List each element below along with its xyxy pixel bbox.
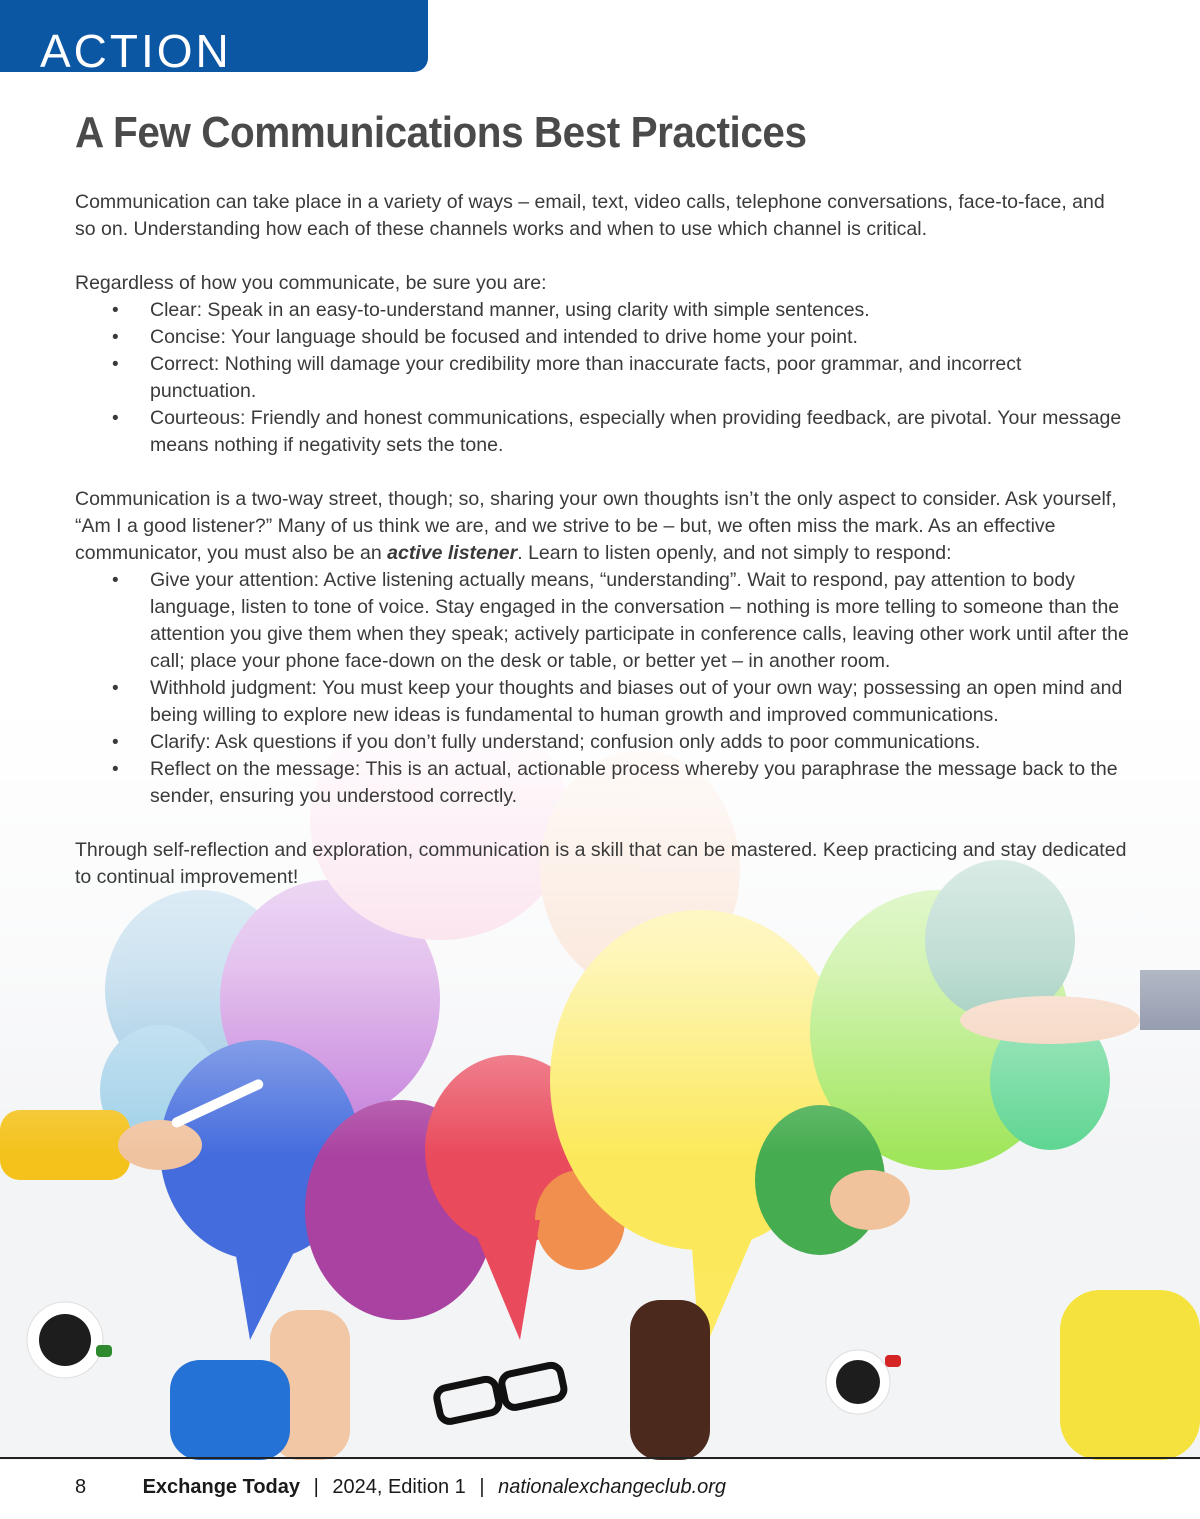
page-number: 8: [75, 1476, 87, 1498]
list-item: • Clarify: Ask questions if you don’t fully understand; confusion only adds to poor communications.: [150, 729, 1130, 756]
section-tab: [0, 0, 428, 77]
website-link[interactable]: nationalexchangeclub.org: [498, 1476, 727, 1498]
list-item: • Give your attention: Active listening actually means, “understanding”. Wait to respond, pay attention to body language, listen to tone of voice. Stay engaged in the conversation – nothing is more telling to someone than the attention you give them when they speak; actively participate in conference calls, leaving other work until after the call; place your phone face-down on the desk or table, or better yet – in another room.: [150, 567, 1130, 675]
listening-lead-text: Communication is a two-way street, though; so, sharing your own thoughts isn’t the only aspect to consider. Ask yourself, “Am I a good listener?” Many of us think we are, and we strive to be – but, we often miss the mark. As an effective communicator, you must also be an: [75, 488, 1117, 564]
closing-paragraph: Through self-reflection and exploration, communication is a skill that can be mastered. Keep practicing and stay dedicated to continual improvement!: [75, 839, 1127, 888]
list-item: • Reflect on the message: This is an actual, actionable process whereby you paraphrase the message back to the sender, ensuring you understood correctly.: [150, 756, 1130, 810]
edition-text: 2024, Edition 1: [332, 1476, 466, 1498]
page-title: A Few Communications Best Practices: [75, 108, 807, 157]
list-item: • Courteous: Friendly and honest communications, especially when providing feedback, are pivotal. Your message means nothing if negativity sets the tone.: [150, 405, 1130, 459]
footer-separator: |: [479, 1476, 485, 1498]
list-item: • Correct: Nothing will damage your credibility more than inaccurate facts, poor grammar, and incorrect punctuation.: [150, 351, 1130, 405]
listening-list: [75, 567, 1130, 810]
article-body: [75, 189, 1130, 891]
qualities-list: [75, 297, 1130, 459]
list-item: • Concise: Your language should be focused and intended to drive home your point.: [150, 324, 1130, 351]
list-item: • Clear: Speak in an easy-to-understand manner, using clarity with simple sentences.: [150, 297, 1130, 324]
section-label: ACTION: [40, 25, 232, 77]
qualities-lead: Regardless of how you communicate, be sure you are:: [75, 272, 547, 294]
page-footer: [75, 1476, 726, 1499]
active-listener-emphasis: active listener: [387, 542, 518, 564]
footer-separator: |: [313, 1476, 319, 1498]
listening-paragraph: [75, 486, 1130, 567]
footer-divider: [0, 1457, 1200, 1459]
list-item: • Withhold judgment: You must keep your thoughts and biases out of your own way; possessing an open mind and being willing to explore new ideas is fundamental to human growth and improved communications.: [150, 675, 1130, 729]
listening-lead-tail: . Learn to listen openly, and not simply to respond:: [517, 542, 952, 564]
intro-paragraph: Communication can take place in a variety of ways – email, text, video calls, telephone conversations, face-to-face, and so on. Understanding how each of these channels works and when to use which channel is critical.: [75, 191, 1105, 240]
publication-name: Exchange Today: [142, 1476, 301, 1498]
